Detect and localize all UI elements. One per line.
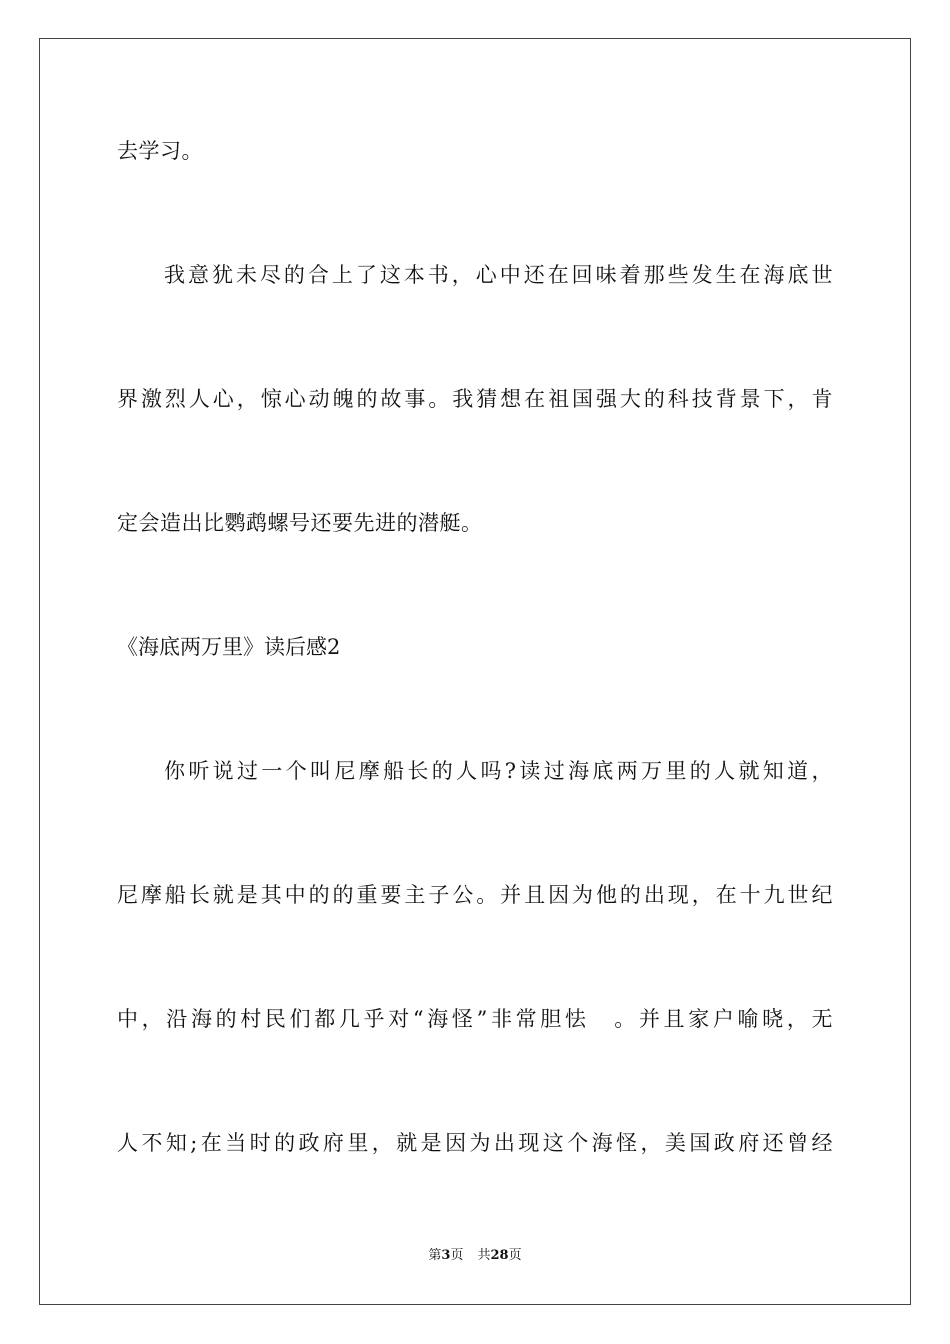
text-line-9: 人不知;在当时的政府里，就是因为出现这个海怪，美国政府还曾经 [117, 1131, 833, 1155]
section-heading: 《海底两万里》读后感2 [117, 635, 341, 659]
page-border [39, 38, 911, 1305]
footer-total-prefix: 共 [477, 1248, 491, 1263]
text-line-7: 尼摩船长就是其中的的重要主子公。并且因为他的出现，在十九世纪 [117, 883, 833, 907]
footer-page-number: 3 [441, 1248, 451, 1263]
text-line-6: 你听说过一个叫尼摩船长的人吗?读过海底两万里的人就知道， [164, 759, 833, 783]
footer-page-suffix: 页 [450, 1248, 464, 1263]
text-line-8: 中，沿海的村民们都几乎对“海怪”非常胆怯 。并且家户喻晓，无 [117, 1007, 833, 1031]
page-footer [0, 1247, 950, 1265]
text-line-2: 我意犹未尽的合上了这本书，心中还在回味着那些发生在海底世 [164, 263, 833, 287]
text-line-3: 界激烈人心，惊心动魄的故事。我猜想在祖国强大的科技背景下，肯 [117, 387, 833, 411]
footer-total-pages: 28 [490, 1248, 509, 1263]
text-line-4: 定会造出比鹦鹉螺号还要先进的潜艇。 [117, 511, 483, 535]
footer-page-prefix: 第 [428, 1248, 442, 1263]
footer-total-suffix: 页 [508, 1248, 522, 1263]
text-line-1: 去学习。 [117, 139, 203, 163]
